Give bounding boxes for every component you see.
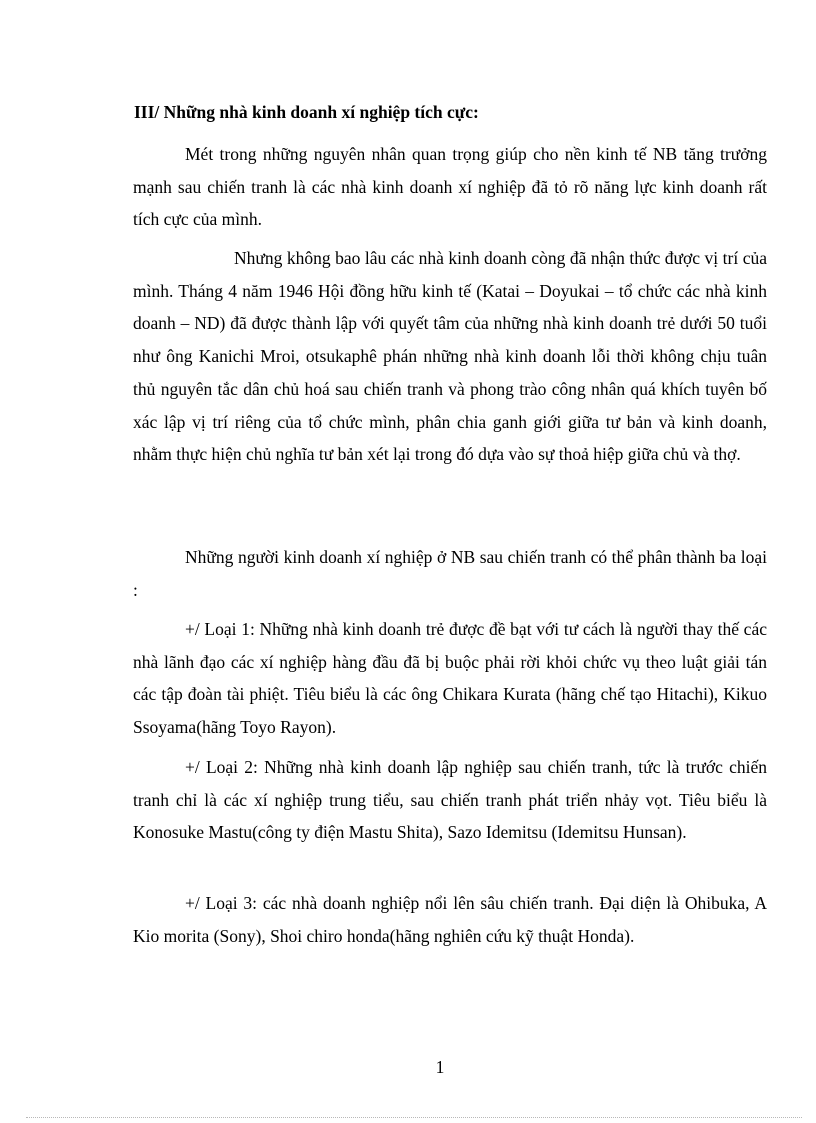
footer-divider [26,1117,802,1118]
paragraph-intro: Mét trong những nguyên nhân quan trọng giúp cho nền kinh tế NB tăng trưởng mạnh sau chiến tranh là các nhà kinh doanh xí nghiệp đã tỏ rõ năng lực kinh doanh rất tích cực của mình. [133,144,767,230]
section-heading: III/ Những nhà kinh doanh xí nghiệp tích cực: [134,102,479,122]
paragraph-categories: Những người kinh doanh xí nghiệp ở NB sau chiến tranh có thể phân thành ba loại : [133,547,767,600]
paragraph-doyukai: Nhưng không bao lâu các nhà kinh doanh còng đã nhận thức được vị trí của mình. Tháng 4 năm 1946 Hội đồng hữu kinh tế (Katai – Doyukai – tổ chức các nhà kinh doanh – ND) đã được thành lập với quyết tâm của những nhà kinh doanh trẻ dưới 50 tuổi như ông Kanichi Mroi, otsukaphê phán những nhà kinh doanh lỗi thời không chịu tuân thủ nguyên tắc dân chủ hoá sau chiến tranh và phong trào công nhân quá khích tuyên bố xác lập vị trí riêng của tổ chức mình, phân chia ganh giới giữa tư bản và kinh doanh, nhằm thực hiện chủ nghĩa tư bản xét lại trong đó dựa vào sự thoả hiệp giữa chủ và thợ. [133,248,767,465]
paragraph-type-1: +/ Loại 1: Những nhà kinh doanh trẻ được đề bạt với tư cách là người thay thế các nhà lãnh đạo các xí nghiệp hàng đầu đã bị buộc phải rời khỏi chức vụ theo luật giải tán các tập đoàn tài phiệt. Tiêu biểu là các ông Chikara Kurata (hãng chế tạo Hitachi), Kikuo Ssoyama(hãng Toyo Rayon). [133,619,767,738]
paragraph-type-3: +/ Loại 3: các nhà doanh nghiệp nổi lên sâu chiến tranh. Đại diện là Ohibuka, A Kio morita (Sony), Shoi chiro honda(hãng nghiên cứu kỹ thuật Honda). [133,893,767,946]
page-number: 1 [435,1057,445,1077]
paragraph-type-2: +/ Loại 2: Những nhà kinh doanh lập nghiệp sau chiến tranh, tức là trước chiến tranh chỉ là các xí nghiệp trung tiểu, sau chiến tranh phát triển nhảy vọt. Tiêu biểu là Konosuke Mastu(công ty điện Mastu Shita), Sazo Idemitsu (Idemitsu Hunsan). [133,757,767,843]
